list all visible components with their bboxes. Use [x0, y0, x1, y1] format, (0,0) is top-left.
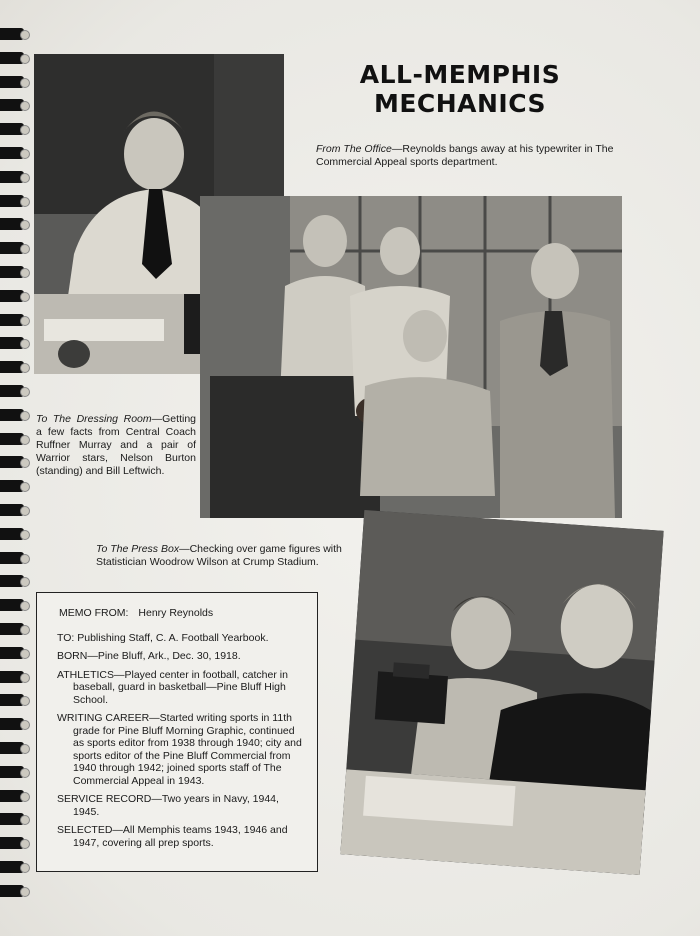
binding-coil	[0, 290, 24, 302]
spiral-binding	[0, 28, 30, 908]
photo-press-box	[340, 510, 663, 875]
photo-dressing-room	[200, 196, 622, 518]
memo-from-label: MEMO FROM:	[59, 607, 129, 619]
memo-header	[59, 607, 307, 620]
caption-dressing-lead: To The Dressing Room	[36, 413, 152, 425]
caption-pressbox-text: —Checking over game figures with Statistician Woodrow Wilson at Crump Stadium.	[96, 543, 342, 568]
binding-coil	[0, 314, 24, 326]
binding-coil	[0, 885, 24, 897]
binding-coil	[0, 409, 24, 421]
binding-coil	[0, 195, 24, 207]
binding-coil	[0, 337, 24, 349]
binding-coil	[0, 528, 24, 540]
binding-coil	[0, 456, 24, 468]
page-title	[330, 60, 590, 118]
binding-coil	[0, 76, 24, 88]
binding-coil	[0, 599, 24, 611]
binding-coil	[0, 99, 24, 111]
binding-coil	[0, 694, 24, 706]
binding-coil	[0, 837, 24, 849]
caption-office-text: —Reynolds bangs away at his typewriter in The Commercial Appeal sports department.	[316, 143, 614, 168]
memo-from-name: Henry Reynolds	[138, 607, 214, 619]
caption-dressing-room	[36, 413, 196, 478]
caption-press-box	[96, 543, 386, 569]
binding-coil	[0, 766, 24, 778]
binding-coil	[0, 266, 24, 278]
binding-coil	[0, 361, 24, 373]
title-line-2: MECHANICS	[373, 89, 547, 118]
binding-coil	[0, 647, 24, 659]
memo-selected: SELECTED—All Memphis teams 1943, 1946 and 1947, covering all prep sports.	[57, 824, 288, 849]
binding-coil	[0, 242, 24, 254]
binding-coil	[0, 552, 24, 564]
memo-writing-career: WRITING CAREER—Started writing sports in 11th grade for Pine Bluff Morning Graphic, continued as sports editor from 1938 through 1940; city and sports editor of the Pine Bluff Commercial from 1940 through 1942; joined sports staff of The Commercial Appeal in 1943.	[57, 712, 302, 787]
binding-coil	[0, 623, 24, 635]
binding-coil	[0, 813, 24, 825]
binding-coil	[0, 218, 24, 230]
memo-born: BORN—Pine Bluff, Ark., Dec. 30, 1918.	[57, 650, 241, 662]
memo-to: TO: Publishing Staff, C. A. Football Yearbook.	[57, 631, 269, 644]
binding-coil	[0, 433, 24, 445]
binding-coil	[0, 575, 24, 587]
binding-coil	[0, 480, 24, 492]
memo-box	[36, 592, 318, 872]
binding-coil	[0, 123, 24, 135]
binding-coil	[0, 504, 24, 516]
binding-coil	[0, 671, 24, 683]
binding-coil	[0, 790, 24, 802]
binding-coil	[0, 147, 24, 159]
binding-coil	[0, 28, 24, 40]
title-line-1: ALL-MEMPHIS	[359, 60, 561, 89]
binding-coil	[0, 861, 24, 873]
binding-coil	[0, 385, 24, 397]
caption-pressbox-lead: To The Press Box	[96, 543, 180, 555]
binding-coil	[0, 742, 24, 754]
binding-coil	[0, 171, 24, 183]
caption-dressing-text: —Getting a few facts from Central Coach Ruffner Murray and a pair of Warrior stars, Nelson Burton (standing) and Bill Leftwich.	[36, 413, 196, 477]
binding-coil	[0, 718, 24, 730]
caption-office	[316, 143, 616, 169]
binding-coil	[0, 52, 24, 64]
memo-service-record: SERVICE RECORD—Two years in Navy, 1944, 1945.	[57, 793, 279, 818]
caption-office-lead: From The Office	[316, 143, 392, 155]
memo-athletics: ATHLETICS—Played center in football, catcher in baseball, guard in basketball—Pine Bluff High School.	[57, 668, 288, 706]
